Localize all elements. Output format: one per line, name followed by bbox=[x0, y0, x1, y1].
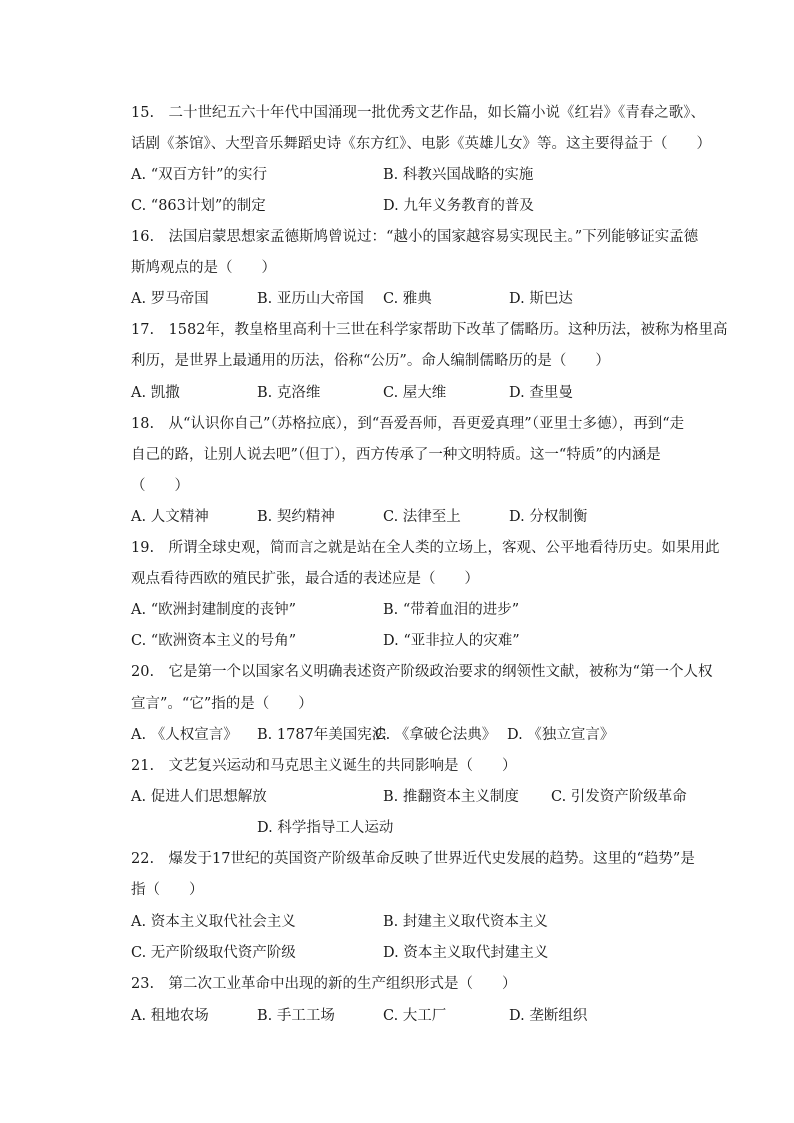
question-15-option-a: A. “双百方针”的实行 bbox=[131, 167, 268, 183]
question-23-option-a: A. 租地农场 bbox=[131, 1008, 209, 1024]
question-22-option-d: D. 资本主义取代封建主义 bbox=[383, 945, 549, 961]
question-21-option-d: D. 科学指导工人运动 bbox=[257, 820, 394, 836]
question-17-option-a: A. 凯撒 bbox=[131, 385, 180, 401]
question-23-option-d: D. 垄断组织 bbox=[509, 1008, 588, 1024]
question-18-option-d: D. 分权制衡 bbox=[509, 509, 588, 525]
question-18-line-3: （ ） bbox=[131, 478, 189, 494]
question-22-line-2: 指（ ） bbox=[131, 882, 204, 898]
question-16-line-2: 斯鸠观点的是（ ） bbox=[131, 260, 276, 276]
question-19-option-d: D. “亚非拉人的灾难” bbox=[383, 633, 520, 649]
question-15-option-d: D. 九年义务教育的普及 bbox=[383, 198, 534, 214]
question-16-option-c: C. 雅典 bbox=[383, 291, 432, 307]
question-19-option-c: C. “欧洲资本主义的号角” bbox=[131, 633, 297, 649]
question-19-option-a: A. “欧洲封建制度的丧钟” bbox=[131, 602, 297, 618]
question-17-line-2: 利历，是世界上最通用的历法，俗称“公历”。命人编制儒略历的是（ ） bbox=[131, 353, 610, 369]
question-18-line-1: 18. 从“认识你自己”（苏格拉底），到“吾爱吾师，吾更爱真理”（亚里士多德），再到“走 bbox=[131, 416, 685, 432]
question-20-option-b: B. 1787年美国宪法 bbox=[257, 727, 387, 743]
question-20-option-a: A. 《人权宣言》 bbox=[131, 727, 238, 743]
question-18-option-a: A. 人文精神 bbox=[131, 509, 209, 525]
question-19-line-1: 19. 所谓全球史观，简而言之就是站在全人类的立场上，客观、公平地看待历史。如果用此 bbox=[131, 540, 720, 556]
question-20-option-d: D. 《独立宣言》 bbox=[507, 727, 615, 743]
question-15-line-2: 话剧《茶馆》、大型音乐舞蹈史诗《东方红》、电影《英雄儿女》等。这主要得益于（ ） bbox=[131, 136, 711, 152]
question-21-line-1: 21. 文艺复兴运动和马克思主义诞生的共同影响是（ ） bbox=[131, 758, 517, 774]
question-21-option-c: C. 引发资产阶级革命 bbox=[551, 789, 687, 805]
question-16-option-d: D. 斯巴达 bbox=[509, 291, 573, 307]
question-19-line-2: 观点看待西欧的殖民扩张，最合适的表述应是（ ） bbox=[131, 571, 479, 587]
question-17-option-c: C. 屋大维 bbox=[383, 385, 447, 401]
question-22-line-1: 22. 爆发于17世纪的英国资产阶级革命反映了世界近代史发展的趋势。这里的“趋势”是 bbox=[131, 851, 695, 867]
question-20-line-2: 宣言”。“它”指的是（ ） bbox=[131, 696, 313, 712]
question-17-option-b: B. 克洛维 bbox=[257, 385, 321, 401]
question-22-option-c: C. 无产阶级取代资产阶级 bbox=[131, 945, 296, 961]
question-15-line-1: 15. 二十世纪五六十年代中国涌现一批优秀文艺作品，如长篇小说《红岩》《青春之歌》、 bbox=[131, 105, 706, 121]
question-23-option-c: C. 大工厂 bbox=[383, 1008, 447, 1024]
question-17-line-1: 17. 1582年，教皇格里高利十三世在科学家帮助下改革了儒略历。这种历法，被称为格里高 bbox=[131, 322, 728, 338]
question-20-line-1: 20. 它是第一个以国家名义明确表述资产阶级政治要求的纲领性文献，被称为“第一个人权 bbox=[131, 664, 713, 680]
question-18-option-b: B. 契约精神 bbox=[257, 509, 335, 525]
question-19-option-b: B. “带着血泪的进步” bbox=[383, 602, 520, 618]
question-23-line-1: 23. 第二次工业革命中出现的新的生产组织形式是（ ） bbox=[131, 976, 517, 992]
question-15-option-c: C. “863计划”的制定 bbox=[131, 198, 266, 214]
question-18-line-2: 自己的路，让别人说去吧”（但丁），西方传承了一种文明特质。这一“特质”的内涵是 bbox=[131, 447, 661, 463]
question-17-option-d: D. 查里曼 bbox=[509, 385, 573, 401]
question-16-option-b: B. 亚历山大帝国 bbox=[257, 291, 364, 307]
question-18-option-c: C. 法律至上 bbox=[383, 509, 461, 525]
question-15-option-b: B. 科教兴国战略的实施 bbox=[383, 167, 534, 183]
question-23-option-b: B. 手工工场 bbox=[257, 1008, 335, 1024]
question-22-option-a: A. 资本主义取代社会主义 bbox=[131, 914, 296, 930]
question-21-option-a: A. 促进人们思想解放 bbox=[131, 789, 267, 805]
question-16-option-a: A. 罗马帝国 bbox=[131, 291, 209, 307]
question-21-option-b: B. 推翻资本主义制度 bbox=[383, 789, 519, 805]
question-16-line-1: 16. 法国启蒙思想家孟德斯鸠曾说过：“越小的国家越容易实现民主。”下列能够证实孟德 bbox=[131, 229, 699, 245]
question-22-option-b: B. 封建主义取代资本主义 bbox=[383, 914, 548, 930]
question-20-option-c: C. 《拿破仑法典》 bbox=[375, 727, 497, 743]
